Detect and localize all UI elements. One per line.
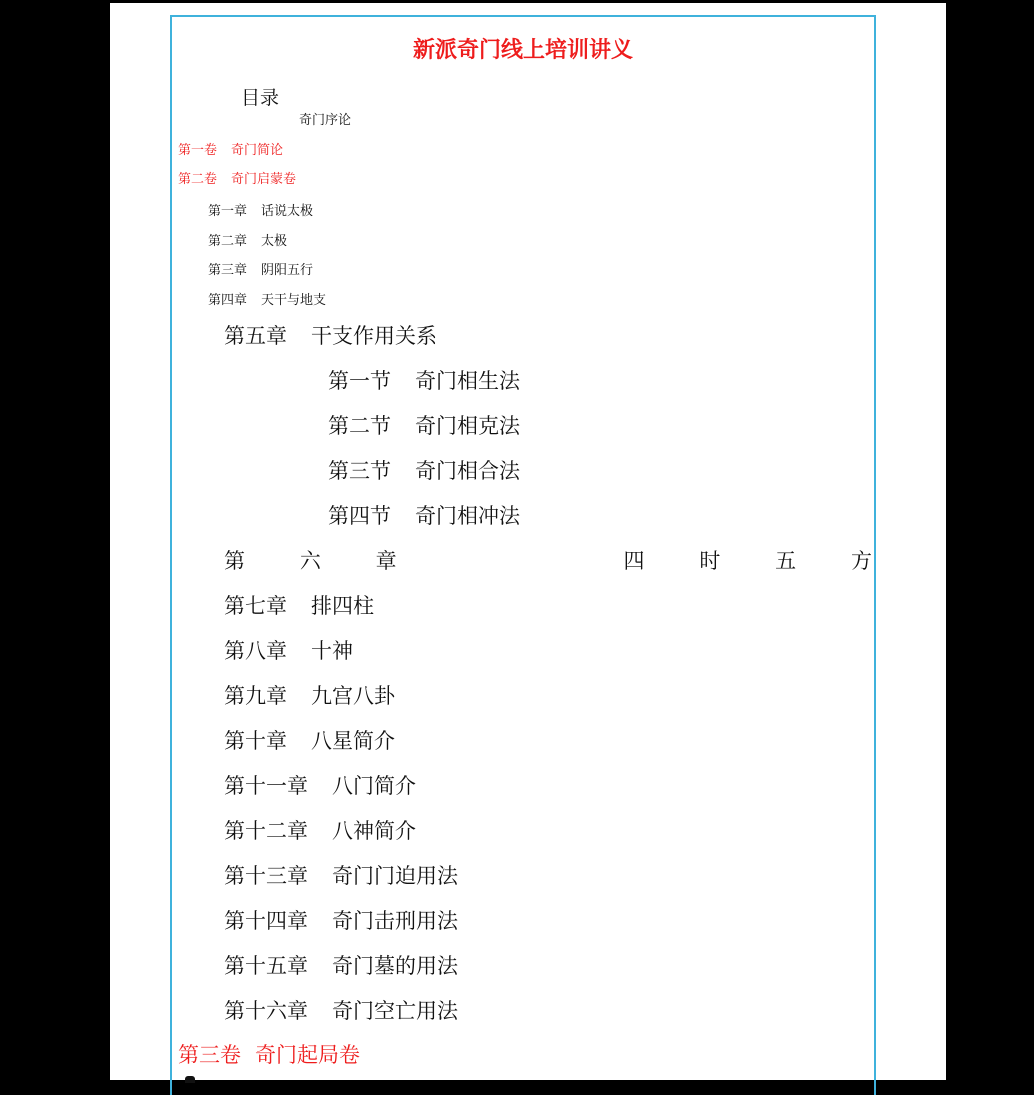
toc-entry-title: 干支作用关系	[311, 324, 437, 348]
toc-entry-section-1[interactable]	[328, 367, 520, 395]
toc-entry-chapter-8[interactable]	[224, 637, 353, 665]
toc-entry-title: 阴阳五行	[261, 263, 314, 278]
toc-entry-title: 奇门序论	[299, 113, 352, 128]
toc-entry-title: 奇门相克法	[415, 414, 520, 438]
toc-entry-title: 奇门相生法	[415, 369, 520, 393]
toc-entry-title: 话说太极	[261, 204, 314, 219]
toc-entry-title: 八神简介	[332, 819, 416, 843]
toc-char: 第	[224, 549, 245, 573]
toc-entry-title: 奇门启蒙卷	[231, 172, 297, 187]
toc-entry-number: 第一章	[208, 204, 248, 219]
toc-entry-number: 第三章	[208, 263, 248, 278]
toc-entry-number: 第一节	[328, 369, 391, 393]
toc-entry-chapter-5[interactable]	[224, 322, 437, 350]
toc-entry-number: 第三卷	[178, 1043, 241, 1067]
toc-entry-number: 第十六章	[224, 999, 308, 1023]
document-title: 新派奇门线上培训讲义	[412, 37, 633, 63]
toc-entry-chapter-6[interactable]	[224, 547, 872, 575]
toc-entry-chapter-13[interactable]	[224, 862, 458, 890]
toc-entry-chapter-10[interactable]	[224, 727, 395, 755]
toc-entry-number: 第五章	[224, 324, 287, 348]
toc-entry-section-2[interactable]	[328, 412, 520, 440]
toc-entry-preface[interactable]	[299, 112, 351, 130]
toc-entry-number: 第十五章	[224, 954, 308, 978]
toc-entry-title: 十神	[311, 639, 353, 663]
toc-entry-number: 第二卷	[178, 172, 218, 187]
toc-entry-number: 第八章	[224, 639, 287, 663]
toc-entry-volume-2[interactable]	[178, 171, 296, 189]
toc-entry-title: 排四柱	[311, 594, 374, 618]
toc-heading: 目录	[241, 87, 280, 109]
toc-entry-chapter-9[interactable]	[224, 682, 395, 710]
toc-entry-title: 天干与地支	[261, 293, 327, 308]
toc-entry-title: 九宫八卦	[311, 684, 395, 708]
toc-entry-title: 八星简介	[311, 729, 395, 753]
toc-char: 方	[850, 549, 872, 573]
toc-entry-number: 第四节	[328, 504, 391, 528]
toc-entry-title: 奇门墓的用法	[332, 954, 458, 978]
toc-entry-number: 第十四章	[224, 909, 308, 933]
toc-entry-title: 奇门简论	[231, 143, 284, 158]
toc-char: 时	[699, 549, 721, 573]
toc-entry-title: 奇门空亡用法	[332, 999, 458, 1023]
toc-entry-title: 奇门相合法	[415, 459, 520, 483]
toc-entry-chapter-11[interactable]	[224, 772, 416, 800]
toc-entry-section-3[interactable]	[328, 457, 520, 485]
toc-char: 五	[775, 549, 797, 573]
toc-char: 四	[623, 549, 645, 573]
toc-entry-number: 第二章	[208, 234, 248, 249]
toc-entry-number: 第四章	[208, 293, 248, 308]
toc-entry-volume-3[interactable]	[178, 1041, 360, 1069]
toc-entry-chapter-1[interactable]	[208, 203, 313, 221]
toc-entry-title: 奇门击刑用法	[332, 909, 458, 933]
toc-entry-number: 第十一章	[224, 774, 308, 798]
document-page	[110, 3, 946, 1080]
toc-entry-number: 第九章	[224, 684, 287, 708]
toc-entry-number: 第七章	[224, 594, 287, 618]
toc-entry-chapter-15[interactable]	[224, 952, 458, 980]
toc-entry-number: 第十章	[224, 729, 287, 753]
toc-entry-section-4[interactable]	[328, 502, 520, 530]
toc-entry-title: 奇门门迫用法	[332, 864, 458, 888]
toc-entry-chapter-4[interactable]	[208, 292, 326, 310]
toc-entry-title: 奇门起局卷	[255, 1043, 360, 1067]
toc-entry-title: 八门简介	[332, 774, 416, 798]
toc-entry-number: 第二节	[328, 414, 391, 438]
toc-entry-chapter-3[interactable]	[208, 262, 313, 280]
toc-char: 章	[375, 549, 397, 573]
toc-entry-number: 第一卷	[178, 143, 218, 158]
toc-entry-chapter-12[interactable]	[224, 817, 416, 845]
toc-entry-volume-1[interactable]	[178, 142, 283, 160]
toc-entry-chapter-16[interactable]	[224, 997, 458, 1025]
toc-entry-number: 第三节	[328, 459, 391, 483]
toc-entry-chapter-2[interactable]	[208, 233, 287, 251]
toc-entry-chapter-7[interactable]	[224, 592, 374, 620]
toc-entry-title: 太极	[261, 234, 288, 249]
toc-char: 六	[299, 549, 321, 573]
toc-entry-title: 奇门相冲法	[415, 504, 520, 528]
toc-entry-number: 第十二章	[224, 819, 308, 843]
toc-entry-number: 第十三章	[224, 864, 308, 888]
toc-entry-chapter-14[interactable]	[224, 907, 458, 935]
